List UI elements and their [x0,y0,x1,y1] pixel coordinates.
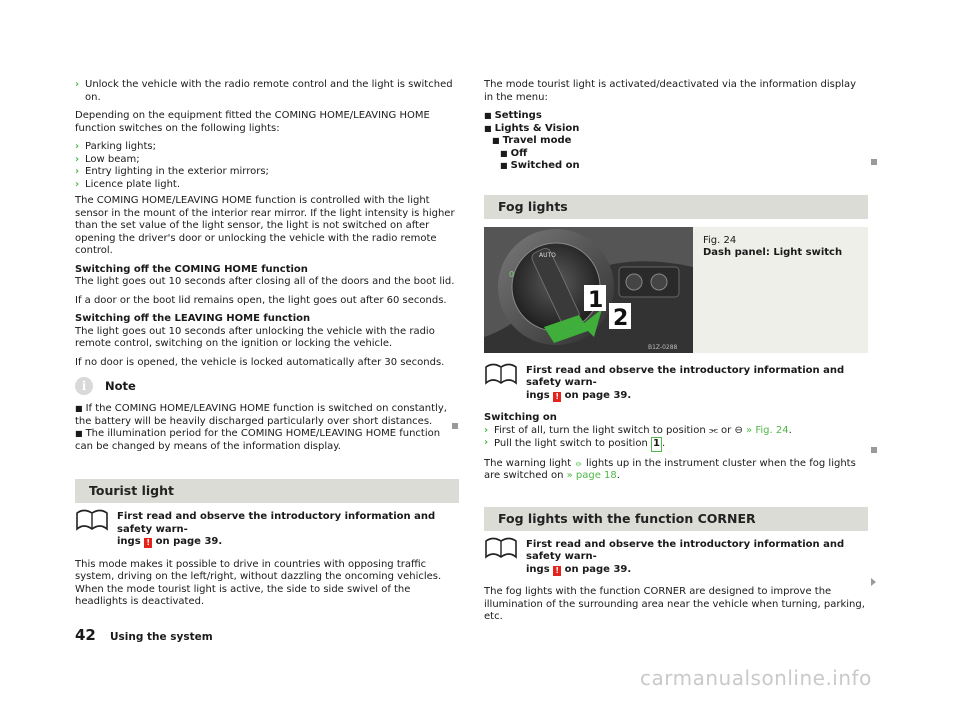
fog-light-icon: ⦵ [574,457,583,469]
warning-icon: ! [553,566,561,576]
paragraph: The light goes out 10 seconds after unlocking the vehicle with the radio remote control, switching on the ignition or locking the vehicle. [75,325,435,349]
list-item: › Pull the light switch to position 1 . [484,437,868,452]
paragraph: This mode makes it possible to drive in countries with opposing traffic system, driving on the left/right, without dazzling the oncoming vehicles. When the mode tourist light is active, the side to side swivel of the headlights is deactivated. [75,558,442,607]
note-item: ■ If the COMING HOME/LEAVING HOME function is switched on constantly, the battery will be heavily discharged particularly over short distances. [75,403,447,427]
read-first-notice: First read and observe the introductory information and safety warn- ings ! on page 39. [484,363,868,403]
chevron-right-icon: › [484,424,489,436]
light-switch-illustration [484,227,693,353]
subheading: Switching on [484,412,557,423]
section-end-icon [871,447,877,453]
svg-text:1: 1 [588,287,604,313]
section-end-icon [452,423,458,429]
figure-light-switch [484,227,868,353]
page-number: 42 [75,626,96,644]
section-end-icon [871,159,877,165]
square-bullet-icon: ■ [484,111,492,120]
lights-list [75,141,459,191]
chevron-right-icon: › [484,437,489,448]
menu-path: ■ Settings ■ Lights & Vision ■ Travel mode ■ Off ■ Switched on [484,110,580,171]
page-link[interactable]: » page 18 [566,470,617,481]
section-heading-fog-corner: Fog lights with the function CORNER [484,507,868,531]
square-bullet-icon: ■ [500,161,508,170]
list-item: › Low beam; [75,153,140,165]
continue-arrow-icon [871,578,876,586]
info-icon: i [75,377,93,395]
figure-caption [703,235,842,260]
note-item: ■ The illumination period for the COMING HOME/LEAVING HOME function can be changed by means of the information display. [75,428,441,452]
figure-title: Dash panel: Light switch [703,247,843,258]
watermark: carmanualsonline.info [640,666,872,690]
book-icon [484,537,518,561]
paragraph: The warning light ⦵ lights up in the instrument cluster when the fog lights are switched on » page 18. [484,457,856,481]
paragraph: Depending on the equipment fitted the COMING HOME/LEAVING HOME function switches on the following lights: [75,110,430,134]
list-item: › First of all, turn the light switch to position ⫘ or ⊖ » Fig. 24. [484,424,792,436]
note-title: Note [105,378,136,393]
chevron-right-icon: › [75,178,80,190]
square-bullet-icon: ■ [500,148,508,158]
position-label: 1 [651,437,662,452]
read-first-notice: First read and observe the introductory information and safety warn- ings ! on page 39. [75,509,459,549]
figure-link[interactable]: » Fig. 24 [746,424,789,436]
figure-number: Fig. 24 [703,234,737,246]
square-bullet-icon: ■ [492,136,500,145]
svg-text:B1Z-0288: B1Z-0288 [648,343,678,351]
warning-icon: ! [144,538,152,548]
list-item: › Unlock the vehicle with the radio remote control and the light is switched on. [75,79,453,103]
book-icon [75,509,109,533]
section-label: Using the system [110,631,213,643]
list-item: › Licence plate light. [75,178,181,190]
square-bullet-icon: ■ [484,123,492,133]
chevron-right-icon: › [75,166,80,177]
chevron-right-icon: › [75,79,80,90]
section-heading-tourist-light: Tourist light [75,479,459,503]
paragraph: The mode tourist light is activated/deactivated via the information display in the menu: [484,79,857,103]
svg-text:AUTO: AUTO [539,251,556,259]
list-item: › Entry lighting in the exterior mirrors; [75,166,269,177]
note-header [75,377,459,395]
left-column [75,79,459,615]
paragraph: The light goes out 10 seconds after closing all of the doors and the boot lid. [75,276,455,287]
paragraph: The fog lights with the function CORNER are designed to improve the illumination of the surrounding area near the vehicle when turning, parking, etc. [484,586,865,622]
chevron-right-icon: › [75,141,80,152]
paragraph: The COMING HOME/LEAVING HOME function is controlled with the light sensor in the mount of the interior rear mirror. If the light intensity is higher than the set value of the light sensor, the light is not switched on after opening the driver's door or unlocking the vehicle with the radio remote control. [75,195,455,256]
square-bullet-icon: ■ [75,429,83,438]
parking-light-icon: ⊖ [734,424,743,436]
section-heading-fog-lights: Fog lights [484,195,868,219]
subheading: Switching off the LEAVING HOME function [75,313,311,324]
subheading: Switching off the COMING HOME function [75,263,308,275]
list-item: › Parking lights; [75,141,156,152]
book-icon [484,363,518,387]
square-bullet-icon: ■ [75,404,83,413]
paragraph: If a door or the boot lid remains open, the light goes out after 60 seconds. [75,294,447,306]
svg-text:0: 0 [509,269,515,279]
light-switch-image [484,227,693,353]
chevron-right-icon: › [75,153,80,165]
svg-text:2: 2 [613,305,629,331]
read-first-notice: First read and observe the introductory information and safety warn- ings ! on page 39. [484,537,868,577]
right-column [484,79,868,630]
paragraph: If no door is opened, the vehicle is locked automatically after 30 seconds. [75,356,445,368]
low-beam-icon: ⫘ [708,424,718,436]
warning-icon: ! [553,392,561,402]
